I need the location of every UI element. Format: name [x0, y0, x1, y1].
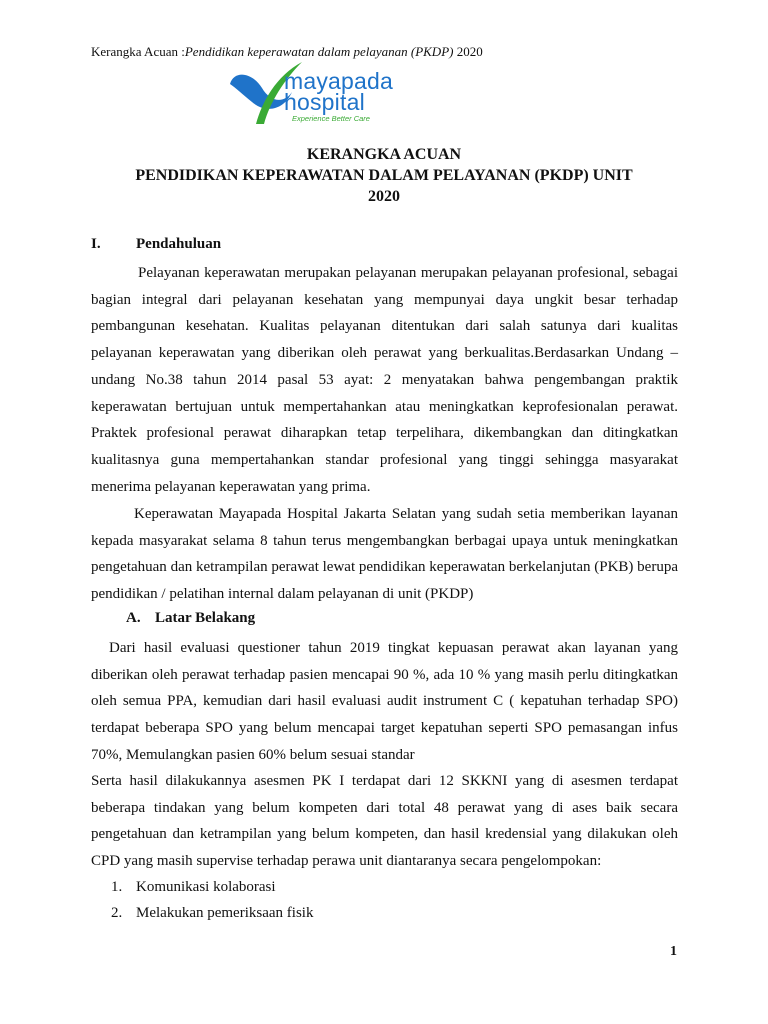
- paragraph-latar-belakang-1: Dari hasil evaluasi questioner tahun 2019 tingkat kepuasan perawat akan layanan yang diberikan oleh perawat terhadap pasien mencapai 90 %, ada 10 % yang masih perlu ditingkatkan oleh semua PPA, kemudian dari hasil evaluasi audit instrument C ( kepatuhan terhadap SPO) terdapat beberapa SPO yang belum mencapai target kepatuhan seperti SPO pemasangan infus 70%, Memulangkan pasien 60% belum sesuai standar: [91, 640, 678, 763]
- logo-word-mayapada: mayapada: [284, 68, 394, 94]
- paragraph-pendahuluan-1: Pelayanan keperawatan merupakan pelayanan merupakan pelayanan profesional, sebagai bagian integral dari pelayanan kesehatan yang mempunyai daya ungkit besar terhadap pembangunan kesehatan. Kualitas pelayanan ditentukan dari salah satunya dari kualitas pelayanan keperawatan yang diberikan oleh perawat yang berkualitas.Berdasarkan Undang – undang No.38 tahun 2014 pasal 53 ayat: 2 menyatakan bahwa pengembangan praktik keperawatan bertujuan untuk mempertahankan atau meningkatkan keprofesionalan perawat. Praktek profesional perawat diharapkan tetap terpelihara, dikembangkan dan ditingkatkan kualitasnya guna mempertahankan standar profesional yang tinggi sehingga masyarakat menerima pelayanan keperawatan yang prima.: [91, 265, 678, 495]
- logo-word-hospital: hospital: [284, 89, 365, 115]
- list-item-text: Melakukan pemeriksaan fisik: [136, 905, 314, 921]
- paragraph-pendahuluan-2: Keperawatan Mayapada Hospital Jakarta Selatan yang sudah setia memberikan layanan kepada masyarakat selama 8 tahun terus mengembangkan berbagai upaya untuk meningkatkan pengetahuan dan ketrampilan perawat lewat pendidikan keperawatan berkelanjutan (PKB) berupa pendidikan / pelatihan internal dalam pelayanan di unit (PKDP): [91, 506, 678, 603]
- section-number: I.: [91, 236, 101, 252]
- hospital-logo: [226, 58, 416, 128]
- title-line-3: 2020: [368, 188, 400, 205]
- title-line-1: KERANGKA ACUAN: [306, 146, 462, 163]
- document-title: [80, 144, 688, 207]
- subsection-heading-latar-belakang: [126, 610, 255, 627]
- header-year: 2020: [453, 44, 483, 59]
- section-heading-pendahuluan: [91, 236, 221, 253]
- list-item: [111, 905, 313, 922]
- title-line-2: PENDIDIKAN KEPERAWATAN DALAM PELAYANAN (PKDP) UNIT: [135, 167, 633, 184]
- header-prefix: Kerangka Acuan :: [91, 44, 185, 59]
- logo-tagline: Experience Better Care: [292, 114, 370, 123]
- list-item-number: 2.: [111, 905, 123, 921]
- header-italic-title: Pendidikan keperawatan dalam pelayanan (PKDP): [184, 44, 454, 59]
- list-item-text: Komunikasi kolaborasi: [136, 879, 276, 895]
- list-item: [111, 879, 276, 896]
- subsection-number: A.: [126, 610, 141, 626]
- paragraph-latar-belakang-2: Serta hasil dilakukannya asesmen PK I terdapat dari 12 SKKNI yang di asesmen terdapat beberapa tindakan yang belum kompeten dari total 48 perawat yang di ases baik secara pengetahuan dan ketrampilan yang belum kompeten, dan hasil kredensial yang dilakukan oleh CPD yang masih supervise terhadap perawa unit diantaranya secara pengelompokan:: [91, 773, 678, 870]
- section-title: Pendahuluan: [136, 236, 222, 252]
- list-item-number: 1.: [111, 879, 123, 895]
- page-number: 1: [670, 944, 677, 959]
- subsection-title: Latar Belakang: [155, 610, 256, 626]
